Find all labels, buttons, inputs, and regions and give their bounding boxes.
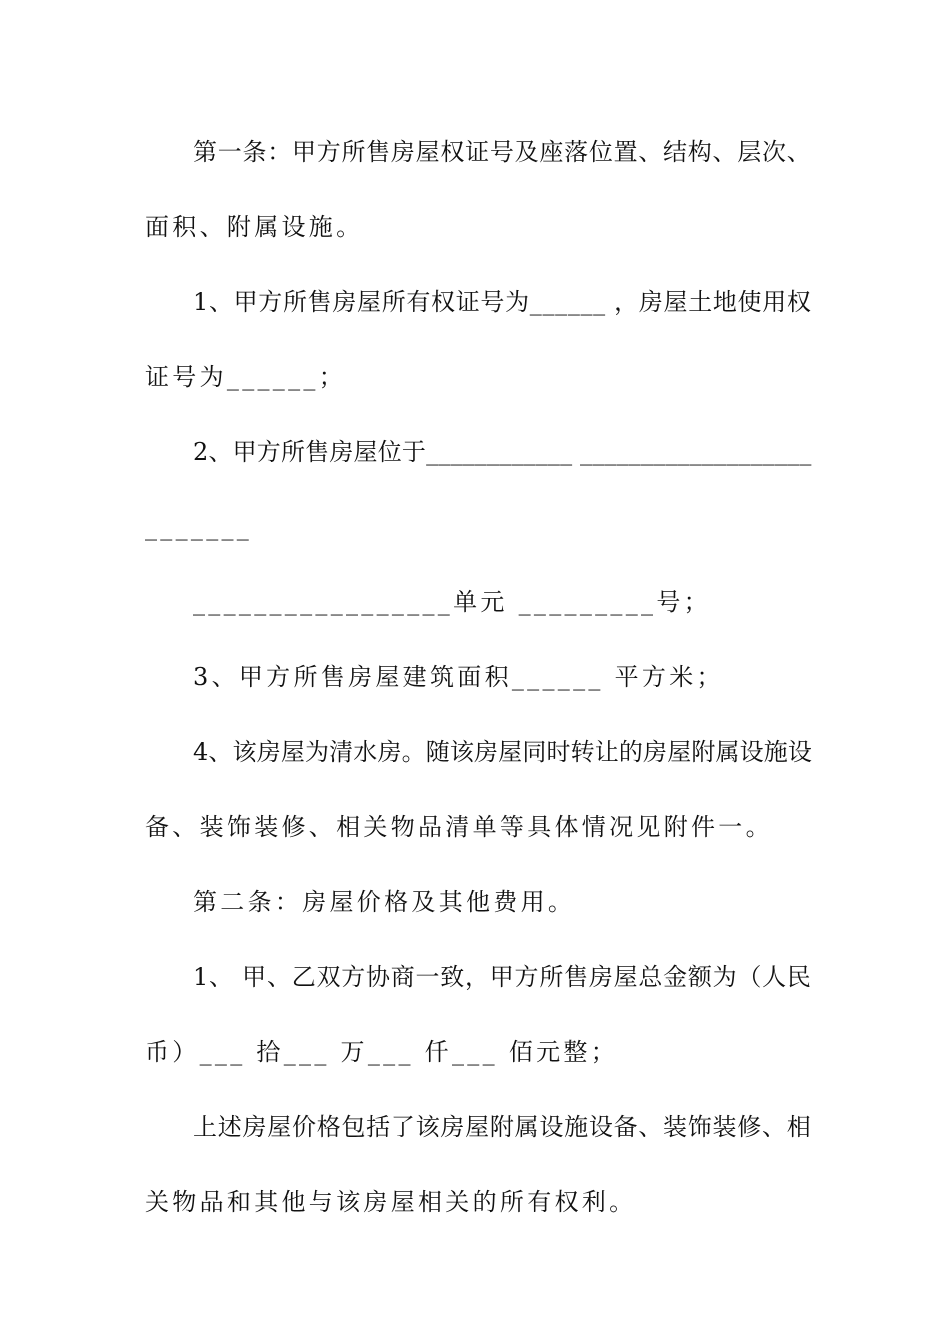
clause-1-1-cont: 证号为______； — [145, 363, 346, 391]
clause-1-3: 3、甲方所售房屋建筑面积______ 平方米； — [193, 663, 724, 691]
article-2-heading: 第二条：房屋价格及其他费用。 — [193, 888, 576, 916]
clause-1-2-cont: _______ — [145, 513, 253, 541]
article-1-heading: 第一条：甲方所售房屋权证号及座落位置、结构、层次、 — [193, 138, 812, 166]
article-1-heading-cont: 面积、附属设施。 — [145, 213, 364, 241]
clause-1-4-cont: 备、装饰装修、相关物品清单等具体情况见附件一。 — [145, 813, 773, 841]
clause-1-1: 1、甲方所售房屋所有权证号为______ ，房屋土地使用权 — [193, 288, 812, 316]
clause-2-1-cont: 币）___ 拾___ 万___ 仟___ 佰元整； — [145, 1038, 619, 1066]
clause-1-2: 2、甲方所售房屋位于____________ ___________________ — [193, 438, 812, 466]
clause-2-1: 1、 甲、乙双方协商一致，甲方所售房屋总金额为（人民 — [193, 963, 812, 991]
clause-2-note: 上述房屋价格包括了该房屋附属设施设备、装饰装修、相 — [193, 1113, 812, 1141]
clause-1-4: 4、该房屋为清水房。随该房屋同时转让的房屋附属设施设 — [193, 738, 813, 766]
clause-2-note-cont: 关物品和其他与该房屋相关的所有权利。 — [145, 1188, 637, 1216]
clause-1-2-unit: _________________单元 _________号； — [193, 588, 711, 616]
